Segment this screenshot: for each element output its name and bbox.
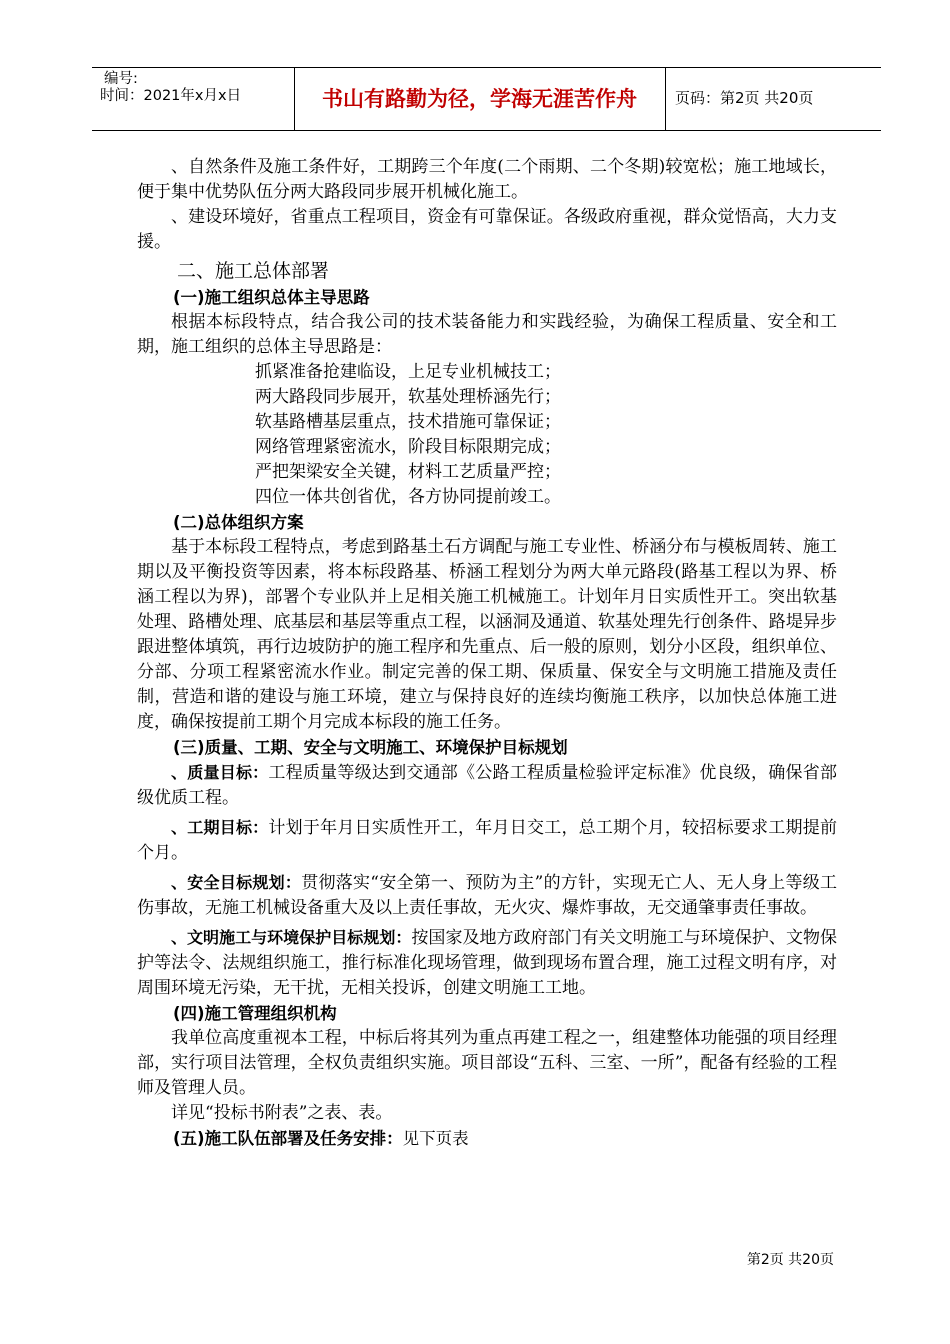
page-header: [92, 67, 881, 131]
guiding-verse: [137, 360, 837, 510]
goal-lead: 、安全目标规划：: [171, 873, 302, 892]
heading-lead: (五)施工队伍部署及任务安排：: [173, 1129, 403, 1148]
civilization-goal: [137, 925, 837, 1001]
verse-line: 严把架梁安全关键，材料工艺质量严控；: [255, 462, 561, 482]
verse-line: 抓紧准备抢建临设，上足专业机械技工；: [255, 362, 561, 382]
section-heading: 二、施工总体部署: [177, 260, 330, 282]
subsection-heading: (二)总体组织方案: [173, 513, 304, 532]
goal-lead: 、工期目标：: [171, 818, 269, 837]
document-code-label: 编号:: [104, 71, 138, 87]
paragraph: 基于本标段工程特点，考虑到路基土石方调配与施工专业性、桥涵分布与模板周转、施工期以及平衡投资等因素，将本标段路基、桥涵工程划分为两大单元路段(路基工程以为界、桥涵工程以为界)，部署个专业队并上足相关施工机械施工。计划年月日实质性开工。突出软基处理、路槽处理、底基层和基层等重点工程，以涵洞及通道、软基处理先行创条件、路堤异步跟进整体填筑，再行边坡防护的施工程序和先重点、后一般的原则，划分小区段，组织单位、分部、分项工程紧密流水作业。制定完善的保工期、保质量、保安全与文明施工措施及责任制，营造和谐的建设与施工环境，建立与保持良好的连续均衡施工秩序，以加快总体施工进度，确保按提前工期个月完成本标段的施工任务。: [137, 537, 837, 732]
page-footer: 第2页 共20页: [746, 1252, 834, 1268]
subsection-heading: (一)施工组织总体主导思路: [173, 288, 370, 307]
subsection-heading: (三)质量、工期、安全与文明施工、环境保护目标规划: [173, 738, 568, 757]
verse-line: 软基路槽基层重点，技术措施可靠保证；: [255, 412, 561, 432]
schedule-goal: [137, 815, 837, 866]
paragraph: 详见“投标书附表”之表、表。: [171, 1103, 393, 1123]
paragraph: 我单位高度重视本工程，中标后将其列为重点再建工程之一，组建整体功能强的项目经理部，实行项目法管理，全权负责组织实施。项目部设“五科、三室、一所”，配备有经验的工程师及管理人员。: [137, 1028, 837, 1098]
verse-line: 四位一体共创省优，各方协同提前竣工。: [255, 487, 561, 507]
verse-line: 两大路段同步展开，软基处理桥涵先行；: [255, 387, 561, 407]
subsection-heading: [137, 1126, 837, 1151]
quality-goal: [137, 760, 837, 811]
header-page-cell: [665, 68, 881, 130]
header-page-number: 页码：第2页 共20页: [675, 89, 814, 107]
goal-text: 贯彻落实“安全第一、预防为主”的方针，实现无亡人、无人身上等级工伤事故，无施工机械设备重大及以上责任事故，无火灾、爆炸事故，无交通肇事责任事故。: [137, 873, 837, 918]
goal-lead: 、文明施工与环境保护目标规划：: [171, 928, 412, 947]
header-motto-cell: [294, 68, 666, 130]
header-info-cell: [92, 68, 295, 130]
document-body: [137, 155, 837, 1151]
safety-goal: [137, 870, 837, 921]
goal-text: 工程质量等级达到交通部《公路工程质量检验评定标准》优良级，确保省部级优质工程。: [137, 763, 837, 808]
header-motto: 书山有路勤为径，学海无涯苦作舟: [322, 87, 637, 111]
paragraph: 、建设环境好，省重点工程项目，资金有可靠保证。各级政府重视，群众觉悟高，大力支援。: [137, 207, 837, 252]
goal-text: 计划于年月日实质性开工，年月日交工，总工期个月，较招标要求工期提前个月。: [137, 818, 837, 863]
goal-lead: 、质量目标：: [171, 763, 269, 782]
subsection-heading: (四)施工管理组织机构: [173, 1004, 337, 1023]
goal-text: 按国家及地方政府部门有关文明施工与环境保护、文物保护等法令、法规组织施工，推行标准化现场管理，做到现场布置合理，施工过程文明有序，对周围环境无污染，无干扰，无相关投诉，创建文明施工工地。: [137, 928, 837, 998]
heading-text: 见下页表: [402, 1129, 469, 1148]
verse-line: 网络管理紧密流水，阶段目标限期完成；: [255, 437, 561, 457]
paragraph: 、自然条件及施工条件好，工期跨三个年度(二个雨期、二个冬期)较宽松；施工地域长，便于集中优势队伍分两大路段同步展开机械化施工。: [137, 157, 837, 202]
paragraph: 根据本标段特点，结合我公司的技术装备能力和实践经验，为确保工程质量、安全和工期，施工组织的总体主导思路是：: [137, 312, 837, 357]
document-date: 时间：2021年x月x日: [100, 88, 242, 104]
